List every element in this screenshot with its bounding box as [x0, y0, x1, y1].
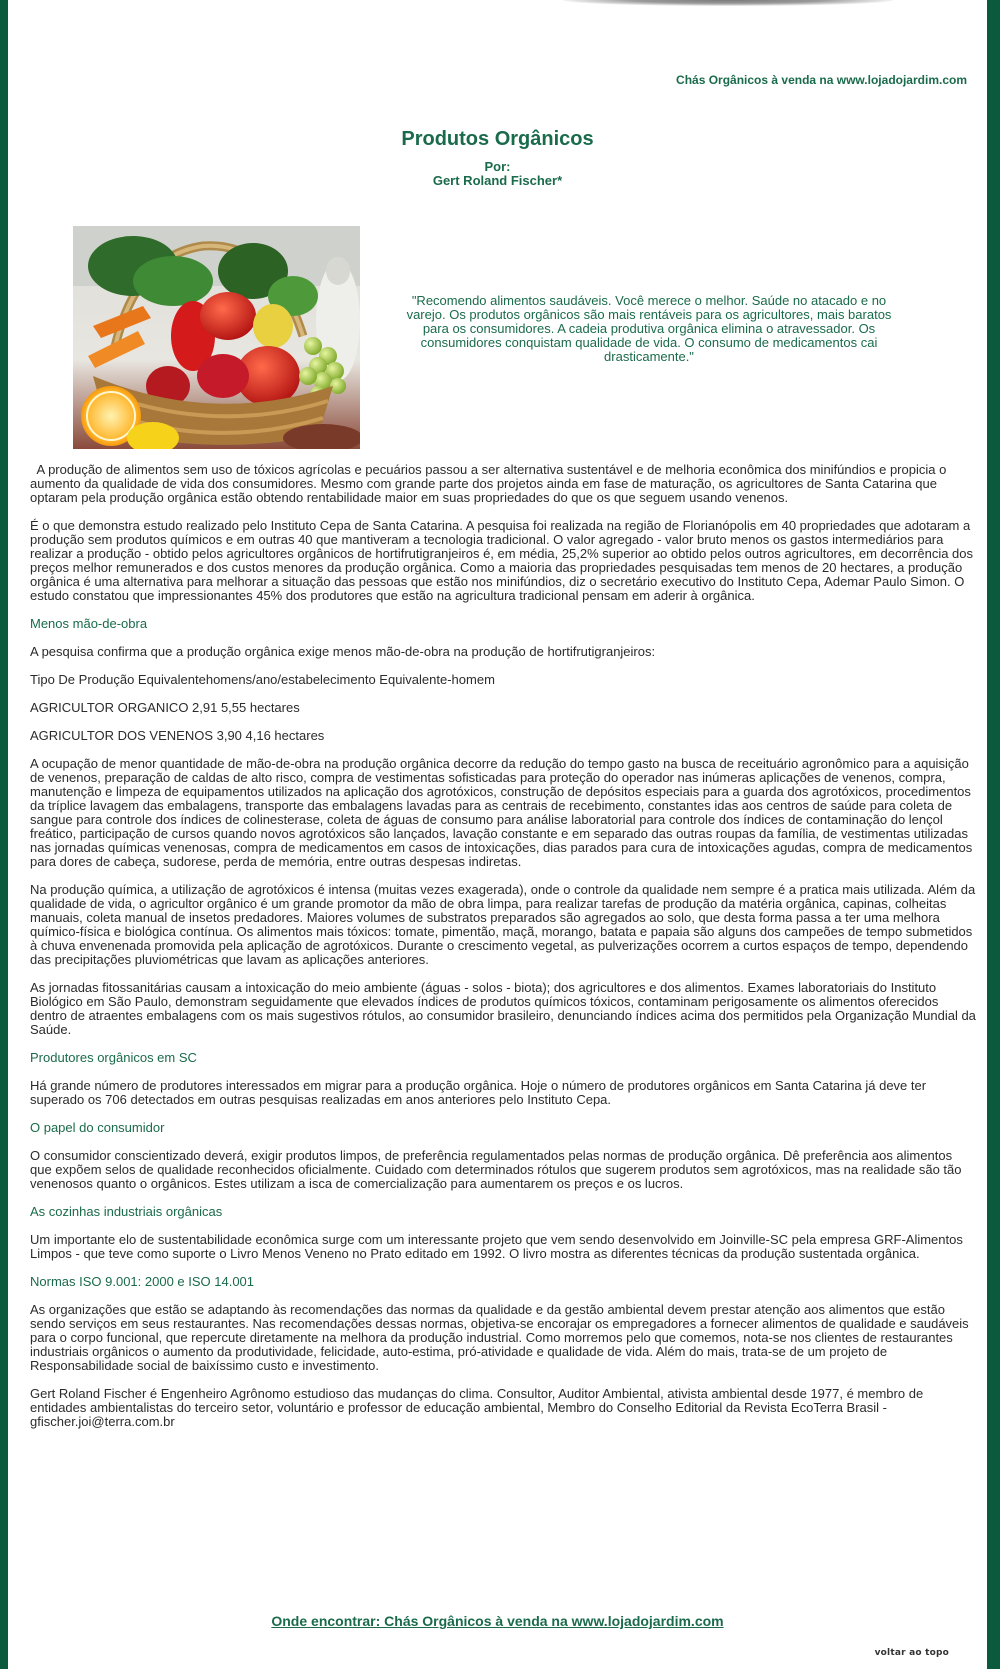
- byline: [8, 160, 987, 188]
- author-bio: Gert Roland Fischer é Engenheiro Agrônomo estudioso das mudanças do clima. Consultor, Auditor Ambiental, ativista ambiental desde 1977, é membro de entidades ambientalistas do terceiro setor, voluntário e professor de educação ambiental, Membro do Conselho Editorial da Revista EcoTerra Brasil - gfischer.joi@terra.com.br: [30, 1386, 924, 1429]
- top-store-link[interactable]: Chás Orgânicos à venda na www.lojadojardim.com: [676, 73, 967, 87]
- author-name: Gert Roland Fischer*: [432, 173, 563, 188]
- article-body: [30, 463, 976, 1443]
- table-row-organico: AGRICULTOR ORGANICO 2,91 5,55 hectares: [30, 700, 300, 715]
- paragraph: As jornadas fitossanitárias causam a intoxicação do meio ambiente (águas - solos - biota); dos agricultores e dos alimentos. Exames laboratoriais do Instituto Biológico em São Paulo, demonstram seguidamente que elevados índices de produtos químicos tóxicos, contaminam perigosamente os alimentos oferecidos dentro de atraentes embalagens com os mais sugestivos rótulos, ao consumidor brasileiro, denunciando índices acima dos permitidos pela Organização Mundial da Saúde.: [30, 980, 976, 1037]
- where-to-buy-link[interactable]: Onde encontrar: Chás Orgânicos à venda na www.lojadojardim.com: [271, 1613, 724, 1629]
- paragraph: As organizações que estão se adaptando às recomendações das normas da qualidade e da gestão ambiental devem prestar atenção aos alimentos que estão sendo serviços em seus restaurantes. Nas recomendações dessas normas, objetiva-se encorajar os empregadores a fornecer alimentos de qualidade e saudáveis para o corpo funcional, que repercute diretamente na melhora da produção industrial. Como morremos pelo que comemos, nota-se nos clientes de restaurantes industriais orgânicos o aumento da produtividade, felicidade, auto-estima, pró-atividade e qualidade de vida. Além do mais, trata-se de um projeto de Responsabilidade social de baixíssimo custo e investimento.: [30, 1302, 969, 1373]
- table-header-line: Tipo De Produção Equivalentehomens/ano/estabelecimento Equivalente-homem: [30, 672, 495, 687]
- paragraph: A ocupação de menor quantidade de mão-de-obra na produção orgânica decorre da redução do tempo gasto na busca de receituário agronômico para a aquisição de venenos, preparação de caldas de alto risco, compra de vestimentas sofisticadas para proteção do operador nas inúmeras aplicações de venenos, compra, manutenção e limpeza de equipamentos utilizados na aplicação dos agrotóxicos, construção de depósitos especiais para a guarda dos agrotóxicos, procedimentos da tríplice lavagem das embalagens, transporte das embalagens lavadas para as centrais de recebimento, constantes idas aos centros de saúde para coleta de sangue para controle dos índices de colinesterase, coleta de águas de consumo para análise laboratorial para controle dos índices de contaminação do lençol freático, participação de cursos quando novos agrotóxicos são lançados, lavação constante e em separado das outras roupas da família, de vestimentas utilizadas nas jornadas químicas venenosas, compra de medicamentos em casos de intoxicações, dias parados para cura de intoxicações agudas, compra de medicamentos para dores de cabeça, sudorese, perda de memória, entre outras despesas indiretas.: [30, 756, 973, 869]
- paragraph: A produção de alimentos sem uso de tóxicos agrícolas e pecuários passou a ser alternativa sustentável e de melhoria econômica dos minifúndios e propicia o aumento da qualidade de vida dos consumidores. Mesmo com grande parte dos projetos ainda em fase de maturação, os agricultores de Santa Catarina que optaram pela produção orgânica estão obtendo rentabilidade maior em suas propriedades do que os que seguem usando venenos.: [30, 462, 947, 505]
- paragraph: Na produção química, a utilização de agrotóxicos é intensa (muitas vezes exagerada), onde o controle da qualidade nem sempre é a pratica mais utilizada. Além da qualidade de vida, o agricultor orgânico é um grande promotor da mão de obra limpa, para realizar tarefas de produção da matéria orgânica, capinas, colheitas manuais, coleta manual de insetos predadores. Maiores volumes de substratos preparados são agregados ao solo, que desta forma passa a ter uma melhora químico-física e biológica contínua. Os alimentos mais tóxicos: tomate, pimentão, maçã, morango, batata e papaia são alguns dos campeões de tempo submetidos à chuva envenenada promovida pela aplicação de agrotóxicos. Durante o crescimento vegetal, as pulverizações ocorrem a curtos espaços de tempo, dependendo das precipitações pluviométricas que lavam as aplicações anteriores.: [30, 882, 976, 967]
- section-heading-cozinhas-industriais: As cozinhas industriais orgânicas: [30, 1204, 223, 1219]
- page: [8, 0, 987, 1669]
- section-heading-normas-iso: Normas ISO 9.001: 2000 e ISO 14.001: [30, 1274, 255, 1289]
- section-heading-produtores-sc: Produtores orgânicos em SC: [30, 1050, 197, 1065]
- paragraph: Há grande número de produtores interessados em migrar para a produção orgânica. Hoje o número de produtores orgânicos em Santa Catarina já deve ter superado os 706 detectados em outras pesquisas realizadas em anos anteriores pelo Instituto Cepa.: [30, 1078, 927, 1107]
- pull-quote: "Recomendo alimentos saudáveis. Você merece o melhor. Saúde no atacado e no varejo. Os produtos orgânicos são mais rentáveis para os agricultores, mais baratos para os consumidores. A cadeia produtiva orgânica elimina o atravessador. Os consumidores conquistam qualidade de vida. O consumo de medicamentos cai drasticamente.": [406, 293, 892, 364]
- page-title: Produtos Orgânicos: [401, 128, 594, 150]
- back-to-top-link[interactable]: voltar ao topo: [874, 1648, 949, 1658]
- paragraph: Um importante elo de sustentabilidade econômica surge com um interessante projeto que vem sendo desenvolvido em Joinville-SC pela empresa GRF-Alimentos Limpos - que teve como suporte o Livro Menos Veneno no Prato editado em 1992. O livro mostra as diferentes técnicas da produção sustentada orgânica.: [30, 1232, 963, 1261]
- section-heading-papel-consumidor: O papel do consumidor: [30, 1120, 165, 1135]
- paragraph: O consumidor conscientizado deverá, exigir produtos limpos, de preferência regulamentados pelas normas de produção orgânica. Dê preferência aos alimentos que expõem selos de qualidade reconhecidos oficialmente. Cuidado com determinados rótulos que sugerem produtos sem agrotóxicos, mas na realidade são tão venenosos quanto o orgânicos. Estes utilizam a isca de comercialização para aumentarem os preços e os lucros.: [30, 1148, 962, 1191]
- paragraph: É o que demonstra estudo realizado pelo Instituto Cepa de Santa Catarina. A pesquisa foi realizada na região de Florianópolis em 40 propriedades que adotaram a produção sem produtos químicos e em outras 40 que mantiveram a tecnologia tradicional. O valor agregado - valor bruto menos os gastos intermediários para realizar a produção - obtido pelos agricultores orgânicos de hortifrutigranjeiros é, em média, 25,2% superior ao obtido pelos outros agricultores, em decorrência dos preços melhor remunerados e dos custos menores da produção orgânica. Como a maioria das propriedades pesquisadas tem menos de 20 hectares, a produção orgânica é uma alternativa para melhorar a situação das pessoas que estão nos minifúndios, diz o secretário executivo do Instituto Cepa, Ademar Paulo Simon. O estudo constatou que impressionantes 45% dos produtores que estão na agricultura tradicional pensam em aderir à orgânica.: [30, 518, 974, 603]
- section-heading-menos-mao-de-obra: Menos mão-de-obra: [30, 616, 148, 631]
- paragraph: A pesquisa confirma que a produção orgânica exige menos mão-de-obra na produção de hortifrutigranjeiros:: [30, 644, 656, 659]
- by-label: Por:: [484, 159, 511, 174]
- table-row-venenos: AGRICULTOR DOS VENENOS 3,90 4,16 hectares: [30, 728, 325, 743]
- top-shadow-decoration: [563, 0, 893, 6]
- vegetable-basket-image: [73, 226, 360, 449]
